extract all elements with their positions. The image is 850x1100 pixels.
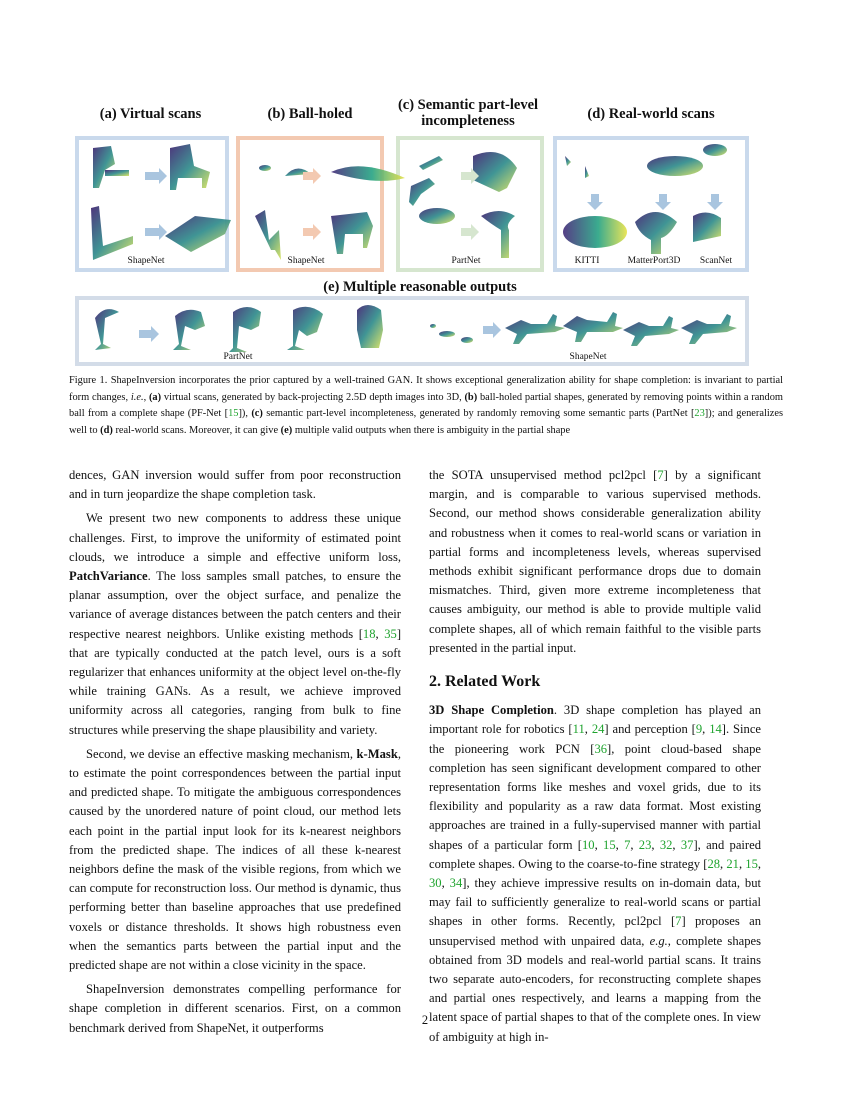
citation-link[interactable]: 15 — [228, 408, 239, 420]
citation-link[interactable]: 15 — [745, 856, 758, 871]
panel-e-label-shapenet: ShapeNet — [569, 352, 607, 362]
citation-link[interactable]: 23 — [638, 837, 652, 852]
paragraph: 3D Shape Completion. 3D shape completion has played an important role for robotics [11, 24] and perception [9, 14]. Since the pioneering work PCN [36], point cloud-based shape completion has seen significant development compared to other representation forms like meshes and voxel grids, due to its flexibility and popularity as a raw data format. Most existing approaches are trained in a fully-supervised manner with partial shapes of a particular form [10, 15, 7, 23, 32, 37], and paired complete shapes. Owing to the coarse-to-fine strategy [28, 21, 15, 30, 34], they achieve impressive results on in-domain data, but may fail to sufficiently generalize to real-world scans or partial shapes in other forms. Recently, pcl2pcl [7] proposes an unsupervised method with unpaired data, e.g., complete shapes obtained from 3D models and real-world partial scans. It trains two separate auto-encoders, for reconstructing complete shapes and partial ones respectively, and learns a mapping from the latent space of partial shapes to that of the complete ones. In view of ambiguity at high in- — [429, 703, 762, 1044]
panel-a-title: (a) Virtual scans — [99, 106, 202, 122]
page-number: 2 — [421, 1013, 429, 1027]
paragraph: the SOTA unsupervised method pcl2pcl [7] by a significant margin, and is comparable to various supervised methods. Second, our method shows considerable generalization ability and robustness when it comes to real-world scans or variation in partial forms and incompleteness levels, whereas supervised methods exhibit significant performance drops due to domain mismatches. Third, given more extreme incompleteness that causes ambiguity, our method is able to provide multiple valid complete shapes, all of which remain faithful to the visible parts presented in the partial input. — [429, 468, 761, 655]
citation-link[interactable]: 23 — [694, 408, 705, 420]
paragraph: ShapeInversion demonstrates compelling performance for shape completion in different scenarios. First, on a common benchmark derived from ShapeNet, it outperforms — [69, 982, 401, 1035]
citation-link[interactable]: 36 — [594, 741, 608, 756]
left-column — [69, 466, 401, 1038]
citation-link[interactable]: 37 — [680, 837, 694, 852]
citation-link[interactable]: 7 — [624, 837, 631, 852]
point-cloud-illustrations — [75, 136, 755, 272]
citation-link[interactable]: 32 — [659, 837, 673, 852]
paragraph: Second, we devise an effective masking mechanism, k-Mask, to estimate the point correspondences between the partial input and predicted shape. To mitigate the ambiguous correspondences caused by the unordered nature of point cloud, our method lets each point in the partial input look for its k-nearest neighbors from the predicted shape. The indices of all these k-nearest neighbors define the mask of the visible regions, from which we can compute for reconstruction loss. Our method is dynamic, thus performing better than baseline approaches that use predefined voxels or distance thresholds. It shows high robustness even when the semantics parts between the partial input and the predicted shape are not within a close vicinity in the space. — [69, 746, 401, 973]
paragraph: We present two new components to address these unique challenges. First, to improve the uniformity of estimated point clouds, we introduce a simple and effective uniform loss, PatchVariance. The loss samples small patches, to ensure the planar assumption, over the object surface, and penalize the variance of average distances between the patch centers and their respective nearest neighbors. Unlike existing methods [18, 35] that are typically conducted at the patch level, ours is a soft regularizer that enhances uniformity at the object level on-the-fly while training GANs. As a result, we achieve improved uniformity across all categories, ranging from bulk to fine structures while preserving the shape plausibility and variety. — [69, 511, 402, 737]
multiple-outputs-illustrations — [75, 296, 749, 366]
citation-link[interactable]: 28 — [707, 856, 721, 871]
panel-e-title: (e) Multiple reasonable outputs — [323, 279, 517, 295]
citation-link[interactable]: 14 — [709, 722, 722, 737]
citation-link[interactable]: 10 — [582, 837, 595, 852]
panel-b-label: ShapeNet — [287, 256, 325, 266]
right-column — [429, 466, 761, 1047]
citation-link[interactable]: 9 — [695, 722, 703, 737]
panel-b-title: (b) Ball-holed — [267, 106, 353, 122]
citation-link[interactable]: 21 — [726, 856, 739, 871]
panel-e-label-partnet: PartNet — [223, 352, 253, 362]
paragraph: dences, GAN inversion would suffer from poor reconstruction and in turn jeopardize the shape completion task. — [69, 468, 401, 502]
citation-link[interactable]: 35 — [384, 626, 397, 641]
citation-link[interactable]: 15 — [603, 837, 616, 852]
citation-link[interactable]: 11 — [572, 722, 585, 737]
citation-link[interactable]: 24 — [591, 722, 605, 737]
figure-caption: Figure 1. ShapeInversion incorporates the prior captured by a well-trained GAN. It shows exceptional generalization ability for shape completion: is invariant to partial form changes, i.e., (a) virtual scans, generated by back-projecting 2.5D depth images into 3D, (b) ball-holed partial shapes, generated by removing points within a random ball from a complete shape (PF-Net [15]), (c) semantic part-level incompleteness, generated by randomly removing some semantic parts (PartNet [23]); and generalizes well to (d) real-world scans. Moreover, it can give (e) multiple valid outputs when there is ambiguity in the partial shape — [69, 375, 783, 436]
panel-d-title: (d) Real-world scans — [587, 106, 715, 122]
panel-c-title: (c) Semantic part-level incompleteness — [397, 97, 539, 129]
panel-a-label: ShapeNet — [127, 256, 165, 266]
citation-link[interactable]: 7 — [675, 914, 682, 929]
section-heading: 2. Related Work — [429, 673, 541, 691]
citation-link[interactable]: 34 — [449, 876, 463, 891]
panel-d-label-scannet: ScanNet — [699, 256, 733, 266]
panel-c-label: PartNet — [451, 256, 481, 266]
citation-link[interactable]: 18 — [362, 626, 376, 641]
panel-d-label-kitti: KITTI — [574, 256, 600, 266]
citation-link[interactable]: 7 — [657, 468, 664, 482]
panel-d-label-matterport: MatterPort3D — [627, 256, 681, 266]
citation-link[interactable]: 30 — [429, 876, 442, 891]
